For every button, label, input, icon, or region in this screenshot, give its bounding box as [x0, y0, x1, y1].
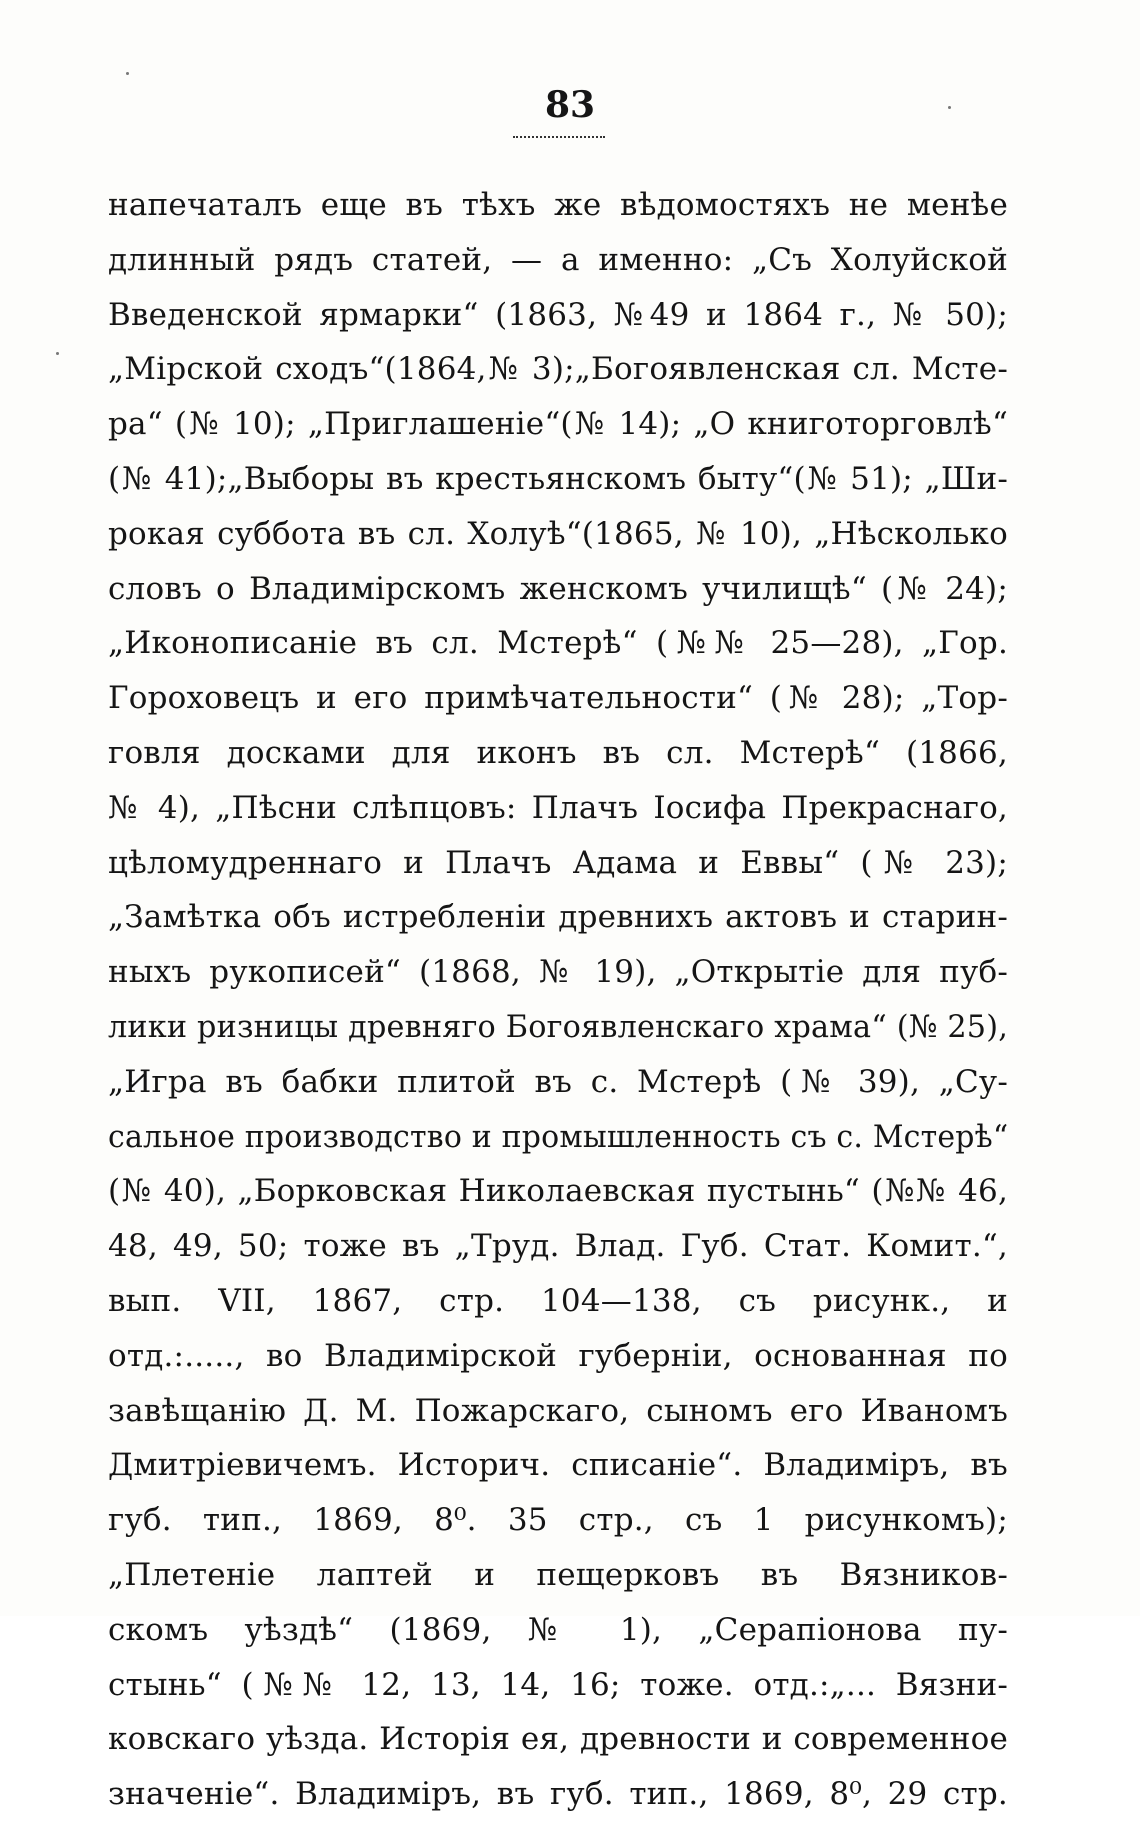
scan-speck [56, 352, 59, 355]
text-line: Дмитріевичемъ. Историч. списаніе“. Владиміръ, въ [108, 1447, 1008, 1484]
text-line: „Игра въ бабки плитой въ с. Мстерѣ (№ 39), „Су- [108, 1063, 1008, 1100]
text-line: отд.:....., во Владимірской губерніи, основанная по [108, 1337, 1008, 1374]
text-line: напечаталъ еще въ тѣхъ же вѣдомостяхъ не менѣе [108, 187, 1008, 223]
text-line: стынь“ (№№ 12, 13, 14, 16; тоже. отд.:„... Вязни- [108, 1666, 1008, 1703]
text-line: Введенской ярмарки“ (1863, №49 и 1864 г., № 50); [108, 296, 1008, 333]
text-line: сальное производство и промышленность съ с. Мстерѣ“ [108, 1118, 1009, 1155]
text-line: цѣломудреннаго и Плачъ Адама и Еввы“ (№ 23); [108, 844, 1008, 881]
text-line: лики ризницы древняго Богоявленскаго храма“ (№ 25), [108, 1008, 1009, 1045]
text-line: вып. VII, 1867, стр. 104—138, съ рисунк., и [108, 1282, 1008, 1319]
text-line: „Мірской сходъ“(1864,№ 3);„Богоявленская сл. Мсте- [108, 351, 1008, 388]
page-number-rule [513, 136, 605, 138]
text-line: ра“ (№ 10); „Приглашеніе“(№ 14); „О книготорговлѣ“ [108, 406, 1008, 443]
text-line: „Плетеніе лаптей и пещерковъ въ Вязников- [108, 1556, 1008, 1593]
text-line: губ. тип., 1869, 8⁰. 35 стр., съ 1 рисункомъ); [108, 1502, 1008, 1539]
text-line: „Иконописаніе въ сл. Мстерѣ“ (№№ 25—28), „Гор. [108, 625, 1008, 662]
text-line: словъ о Владимірскомъ женскомъ училищѣ“ (№ 24); [108, 570, 1008, 607]
text-line: рокая суббота въ сл. Холуѣ“(1865, № 10), „Нѣсколько [108, 515, 1008, 552]
text-line: Гороховецъ и его примѣчательности“ (№ 28); „Тор- [108, 680, 1008, 717]
text-line: № 4), „Пѣсни слѣпцовъ: Плачъ Іосифа Прекраснаго, [108, 789, 1008, 826]
text-line: „Замѣтка объ истребленіи древнихъ актовъ и старин- [108, 899, 1008, 936]
text-line: завѣщанію Д. М. Пожарскаго, сыномъ его Иваномъ [108, 1392, 1008, 1429]
page-number: 83 [544, 84, 596, 126]
text-line: (№ 41);„Выборы въ крестьянскомъ быту“(№ 51); „Ши- [108, 460, 1008, 497]
text-line: длинный рядъ статей, — а именно: „Съ Холуйской [108, 241, 1008, 278]
text-line: ныхъ рукописей“ (1868, № 19), „Открытіе для пуб- [108, 954, 1008, 991]
text-line: скомъ уѣздѣ“ (1869, № 1), „Серапіонова пу- [108, 1611, 1008, 1648]
text-line: 48, 49, 50; тоже въ „Труд. Влад. Губ. Стат. Комит.“, [108, 1228, 1008, 1265]
text-line: говля досками для иконъ въ сл. Мстерѣ“ (1866, [108, 734, 1008, 771]
text-line: ковскаго уѣзда. Исторія ея, древности и современное [108, 1721, 1008, 1758]
scan-speck [126, 72, 129, 75]
text-line: значеніе“. Владиміръ, въ губ. тип., 1869, 8⁰, 29 стр. [108, 1776, 1008, 1813]
body-text [108, 178, 1008, 1822]
text-line: (№ 40), „Борковская Николаевская пустынь“ (№№ 46, [108, 1173, 1008, 1210]
